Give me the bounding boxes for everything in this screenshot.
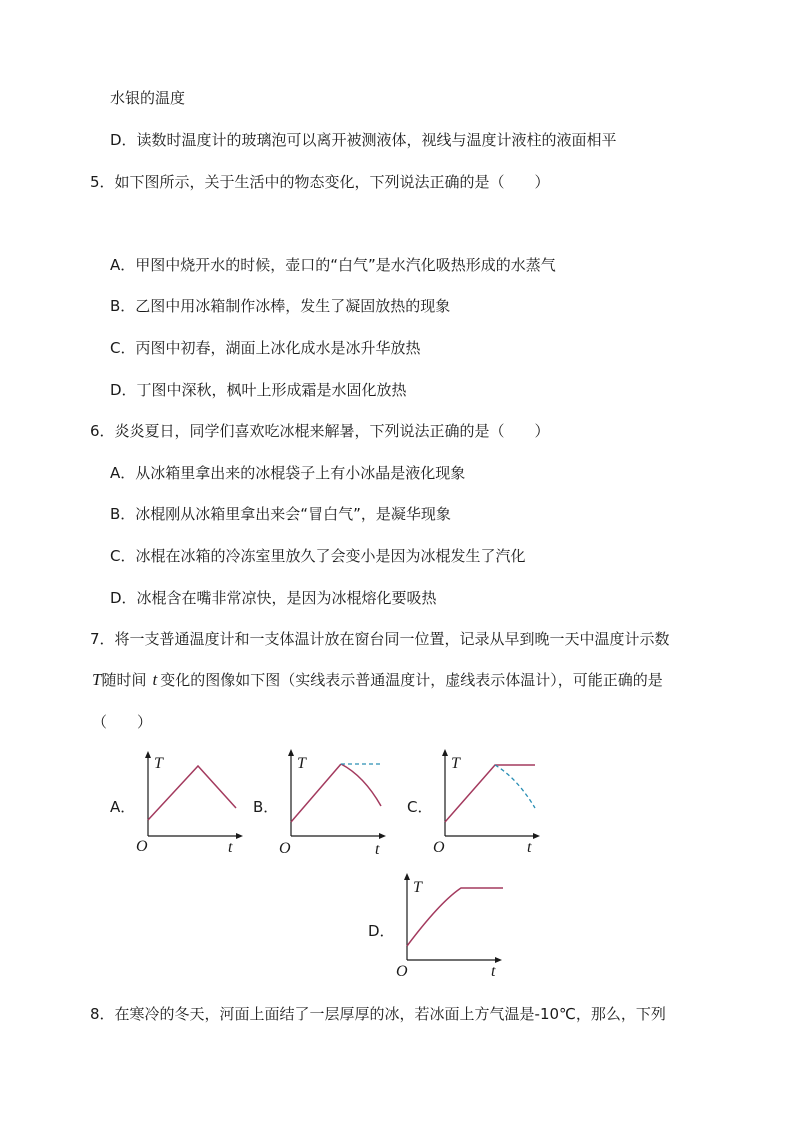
- origin-label: O: [396, 963, 408, 980]
- q7-graph-d[interactable]: [395, 872, 515, 982]
- q5-stem: 5．如下图所示，关于生活中的物态变化，下列说法正确的是（ ）: [90, 173, 550, 191]
- solid-line: [445, 765, 535, 822]
- x-axis-label: t: [527, 839, 532, 856]
- q7-option-d-label[interactable]: D．: [368, 922, 395, 940]
- origin-label: O: [279, 840, 291, 857]
- q4-continued-text: 水银的温度: [110, 89, 186, 107]
- origin-label: O: [136, 838, 148, 855]
- q7-answer-parens: （ ）: [92, 713, 153, 731]
- x-axis-arrow: [533, 833, 540, 839]
- q5-option-d[interactable]: D．丁图中深秋，枫叶上形成霜是水固化放热: [110, 381, 407, 399]
- x-axis-arrow: [495, 957, 502, 963]
- q7-stem-part-a: 随时间: [101, 671, 147, 689]
- q6-option-c[interactable]: C．冰棍在冰箱的冷冻室里放久了会变小是因为冰棍发生了汽化: [110, 547, 526, 565]
- q6-option-a[interactable]: A．从冰箱里拿出来的冰棍袋子上有小冰晶是液化现象: [110, 464, 466, 482]
- q7-option-c-label[interactable]: C．: [407, 798, 433, 816]
- solid-line-rise: [291, 764, 341, 822]
- y-axis-arrow: [288, 749, 294, 756]
- q5-option-a[interactable]: A．甲图中烧开水的时候，壶口的“白气”是水汽化吸热形成的水蒸气: [110, 256, 556, 274]
- solid-line-fall: [341, 764, 381, 806]
- y-axis-arrow: [442, 749, 448, 756]
- variable-T: T: [92, 670, 102, 689]
- y-axis-label: T: [413, 879, 422, 896]
- q6-option-b[interactable]: B．冰棍刚从冰箱里拿出来会“冒白气”，是凝华现象: [110, 505, 451, 523]
- q8-stem: 8．在寒冷的冬天，河面上面结了一层厚厚的冰，若冰面上方气温是-10℃，那么，下列: [90, 1005, 666, 1023]
- q7-graph-b[interactable]: [279, 748, 399, 858]
- q7-stem-part-b: 变化的图像如下图（实线表示普通温度计，虚线表示体温计），可能正确的是: [160, 671, 663, 689]
- variable-t: t: [152, 670, 158, 689]
- solid-line: [148, 766, 236, 820]
- q7-graph-c[interactable]: [433, 748, 553, 858]
- x-axis-arrow: [379, 833, 386, 839]
- q7-option-b-label[interactable]: B．: [253, 798, 279, 816]
- x-axis-label: t: [491, 963, 496, 980]
- y-axis-label: T: [297, 755, 306, 772]
- y-axis-label: T: [451, 755, 460, 772]
- q7-option-a-label[interactable]: A．: [110, 798, 136, 816]
- y-axis-label: T: [154, 755, 163, 772]
- solid-line: [407, 888, 503, 946]
- q7-stem-line2: [92, 670, 663, 690]
- y-axis-arrow: [404, 873, 410, 880]
- y-axis-arrow: [145, 751, 151, 758]
- q4-option-d[interactable]: D．读数时温度计的玻璃泡可以离开被测液体，视线与温度计液柱的液面相平: [110, 131, 617, 149]
- q5-option-c[interactable]: C．丙图中初春，湖面上冰化成水是冰升华放热: [110, 339, 421, 357]
- x-axis-label: t: [375, 841, 380, 858]
- x-axis-label: t: [228, 839, 233, 856]
- origin-label: O: [433, 839, 445, 856]
- q6-option-d[interactable]: D．冰棍含在嘴非常凉快，是因为冰棍熔化要吸热: [110, 589, 437, 607]
- q6-stem: 6．炎炎夏日，同学们喜欢吃冰棍来解暑，下列说法正确的是（ ）: [90, 422, 550, 440]
- q7-graph-a[interactable]: [136, 748, 256, 858]
- x-axis-arrow: [236, 833, 243, 839]
- dashed-line: [495, 765, 535, 808]
- q7-stem-line1: 7．将一支普通温度计和一支体温计放在窗台同一位置，记录从早到晚一天中温度计示数: [90, 630, 670, 648]
- q5-option-b[interactable]: B．乙图中用冰箱制作冰棒，发生了凝固放热的现象: [110, 297, 451, 315]
